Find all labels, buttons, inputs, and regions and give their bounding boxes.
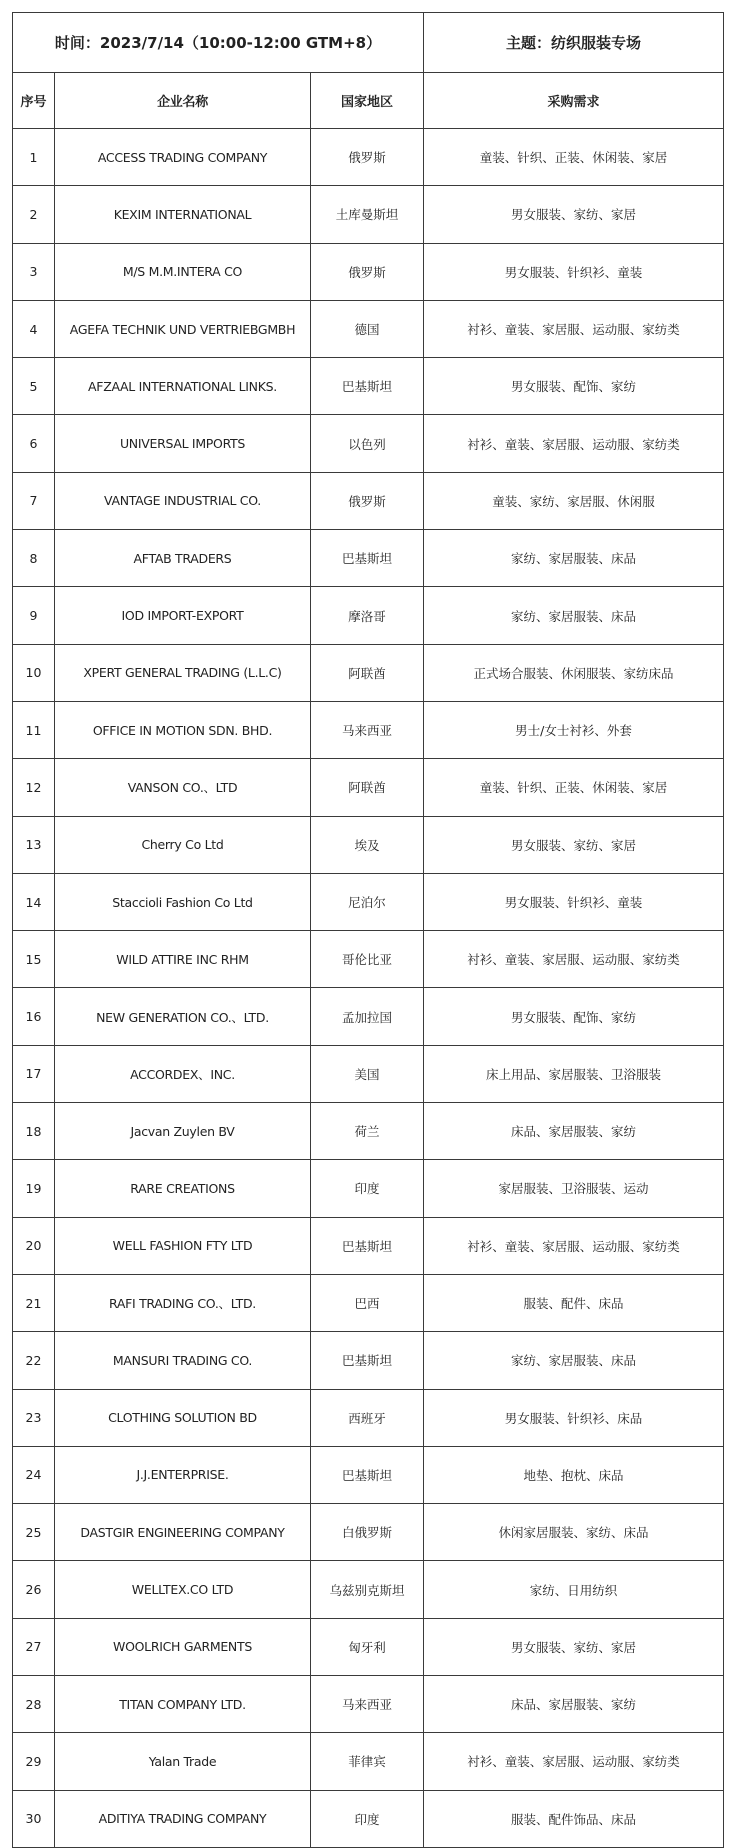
row-demand: 男女服装、家纺、家居 <box>424 816 724 873</box>
table-row <box>13 1618 724 1675</box>
row-demand: 衬衫、童装、家居服、运动服、家纺类 <box>424 1217 724 1274</box>
row-index: 22 <box>13 1332 55 1389</box>
row-index: 4 <box>13 300 55 357</box>
table-row <box>13 1389 724 1446</box>
row-index: 14 <box>13 873 55 930</box>
table-row <box>13 644 724 701</box>
row-company: XPERT GENERAL TRADING (L.L.C) <box>55 644 311 701</box>
row-demand: 服装、配件、床品 <box>424 1274 724 1331</box>
row-demand: 男女服装、家纺、家居 <box>424 1618 724 1675</box>
row-region: 尼泊尔 <box>311 873 424 930</box>
table-row <box>13 759 724 816</box>
table-row <box>13 1504 724 1561</box>
row-region: 哥伦比亚 <box>311 931 424 988</box>
row-demand: 男女服装、针织衫、童装 <box>424 243 724 300</box>
table-row <box>13 186 724 243</box>
session-theme: 主题：纺织服装专场 <box>424 13 724 73</box>
row-index: 21 <box>13 1274 55 1331</box>
row-company: VANSON CO.、LTD <box>55 759 311 816</box>
table-row <box>13 472 724 529</box>
row-company: Yalan Trade <box>55 1733 311 1790</box>
row-index: 5 <box>13 358 55 415</box>
row-index: 9 <box>13 587 55 644</box>
row-region: 印度 <box>311 1790 424 1847</box>
row-demand: 床品、家居服装、家纺 <box>424 1103 724 1160</box>
table-row <box>13 1733 724 1790</box>
row-index: 27 <box>13 1618 55 1675</box>
row-demand: 童装、针织、正装、休闲装、家居 <box>424 129 724 186</box>
row-demand: 衬衫、童装、家居服、运动服、家纺类 <box>424 931 724 988</box>
row-index: 1 <box>13 129 55 186</box>
table-row <box>13 300 724 357</box>
row-index: 10 <box>13 644 55 701</box>
row-demand: 床上用品、家居服装、卫浴服装 <box>424 1045 724 1102</box>
row-demand: 衬衫、童装、家居服、运动服、家纺类 <box>424 300 724 357</box>
table-row <box>13 587 724 644</box>
row-region: 匈牙利 <box>311 1618 424 1675</box>
row-index: 11 <box>13 701 55 758</box>
row-region: 巴基斯坦 <box>311 1446 424 1503</box>
table-row <box>13 816 724 873</box>
row-region: 巴基斯坦 <box>311 1217 424 1274</box>
row-region: 巴西 <box>311 1274 424 1331</box>
row-region: 俄罗斯 <box>311 129 424 186</box>
row-company: KEXIM INTERNATIONAL <box>55 186 311 243</box>
row-region: 阿联酋 <box>311 759 424 816</box>
table-row <box>13 243 724 300</box>
row-demand: 床品、家居服装、家纺 <box>424 1676 724 1733</box>
row-company: M/S M.M.INTERA CO <box>55 243 311 300</box>
row-demand: 家纺、家居服装、床品 <box>424 530 724 587</box>
column-header-company: 企业名称 <box>55 73 311 129</box>
row-index: 30 <box>13 1790 55 1847</box>
row-index: 18 <box>13 1103 55 1160</box>
table-row <box>13 358 724 415</box>
row-region: 印度 <box>311 1160 424 1217</box>
row-index: 13 <box>13 816 55 873</box>
row-demand: 家纺、家居服装、床品 <box>424 1332 724 1389</box>
row-company: ACCORDEX、INC. <box>55 1045 311 1102</box>
table-row <box>13 701 724 758</box>
table-row <box>13 1217 724 1274</box>
column-header-index: 序号 <box>13 73 55 129</box>
table-row <box>13 1160 724 1217</box>
row-demand: 家纺、日用纺织 <box>424 1561 724 1618</box>
row-company: CLOTHING SOLUTION BD <box>55 1389 311 1446</box>
row-index: 7 <box>13 472 55 529</box>
row-company: MANSURI TRADING CO. <box>55 1332 311 1389</box>
row-index: 16 <box>13 988 55 1045</box>
row-index: 3 <box>13 243 55 300</box>
row-demand: 正式场合服装、休闲服装、家纺床品 <box>424 644 724 701</box>
table-row <box>13 1332 724 1389</box>
row-index: 17 <box>13 1045 55 1102</box>
row-index: 12 <box>13 759 55 816</box>
row-region: 摩洛哥 <box>311 587 424 644</box>
row-region: 德国 <box>311 300 424 357</box>
table-row <box>13 1790 724 1847</box>
row-index: 6 <box>13 415 55 472</box>
row-region: 马来西亚 <box>311 701 424 758</box>
row-region: 阿联酋 <box>311 644 424 701</box>
row-company: Jacvan Zuylen BV <box>55 1103 311 1160</box>
row-index: 25 <box>13 1504 55 1561</box>
row-company: WELLTEX.CO LTD <box>55 1561 311 1618</box>
row-index: 26 <box>13 1561 55 1618</box>
row-demand: 男女服装、家纺、家居 <box>424 186 724 243</box>
table-row <box>13 1446 724 1503</box>
row-region: 巴基斯坦 <box>311 1332 424 1389</box>
row-region: 美国 <box>311 1045 424 1102</box>
row-company: ADITIYA TRADING COMPANY <box>55 1790 311 1847</box>
row-region: 俄罗斯 <box>311 243 424 300</box>
row-region: 乌兹别克斯坦 <box>311 1561 424 1618</box>
row-region: 巴基斯坦 <box>311 530 424 587</box>
table-row <box>13 931 724 988</box>
table-row <box>13 415 724 472</box>
title-row <box>13 13 724 73</box>
row-index: 15 <box>13 931 55 988</box>
row-region: 埃及 <box>311 816 424 873</box>
table-row <box>13 1676 724 1733</box>
column-header-demand: 采购需求 <box>424 73 724 129</box>
row-demand: 男女服装、针织衫、童装 <box>424 873 724 930</box>
row-index: 28 <box>13 1676 55 1733</box>
row-company: TITAN COMPANY LTD. <box>55 1676 311 1733</box>
row-company: WOOLRICH GARMENTS <box>55 1618 311 1675</box>
row-region: 土库曼斯坦 <box>311 186 424 243</box>
row-company: J.J.ENTERPRISE. <box>55 1446 311 1503</box>
row-demand: 童装、针织、正装、休闲装、家居 <box>424 759 724 816</box>
row-region: 俄罗斯 <box>311 472 424 529</box>
table-row <box>13 873 724 930</box>
row-demand: 地垫、抱枕、床品 <box>424 1446 724 1503</box>
row-region: 荷兰 <box>311 1103 424 1160</box>
row-demand: 家纺、家居服装、床品 <box>424 587 724 644</box>
row-demand: 服装、配件饰品、床品 <box>424 1790 724 1847</box>
session-time: 时间：2023/7/14（10:00-12:00 GTM+8） <box>13 13 424 73</box>
row-region: 孟加拉国 <box>311 988 424 1045</box>
row-company: VANTAGE INDUSTRIAL CO. <box>55 472 311 529</box>
row-demand: 男士/女士衬衫、外套 <box>424 701 724 758</box>
row-region: 西班牙 <box>311 1389 424 1446</box>
row-company: Cherry Co Ltd <box>55 816 311 873</box>
row-company: ACCESS TRADING COMPANY <box>55 129 311 186</box>
row-company: AFTAB TRADERS <box>55 530 311 587</box>
row-demand: 家居服装、卫浴服装、运动 <box>424 1160 724 1217</box>
row-index: 19 <box>13 1160 55 1217</box>
row-company: UNIVERSAL IMPORTS <box>55 415 311 472</box>
row-demand: 男女服装、配饰、家纺 <box>424 988 724 1045</box>
row-region: 马来西亚 <box>311 1676 424 1733</box>
table-row <box>13 530 724 587</box>
row-index: 2 <box>13 186 55 243</box>
row-index: 23 <box>13 1389 55 1446</box>
row-company: DASTGIR ENGINEERING COMPANY <box>55 1504 311 1561</box>
row-region: 以色列 <box>311 415 424 472</box>
row-demand: 休闲家居服装、家纺、床品 <box>424 1504 724 1561</box>
row-demand: 男女服装、针织衫、床品 <box>424 1389 724 1446</box>
table-row <box>13 129 724 186</box>
row-demand: 童装、家纺、家居服、休闲服 <box>424 472 724 529</box>
row-index: 20 <box>13 1217 55 1274</box>
row-index: 24 <box>13 1446 55 1503</box>
row-index: 8 <box>13 530 55 587</box>
table-row <box>13 1045 724 1102</box>
column-header-row <box>13 73 724 129</box>
row-company: WELL FASHION FTY LTD <box>55 1217 311 1274</box>
table-row <box>13 1103 724 1160</box>
row-demand: 男女服装、配饰、家纺 <box>424 358 724 415</box>
table-row <box>13 1561 724 1618</box>
row-region: 巴基斯坦 <box>311 358 424 415</box>
row-company: OFFICE IN MOTION SDN. BHD. <box>55 701 311 758</box>
row-region: 白俄罗斯 <box>311 1504 424 1561</box>
table-row <box>13 1274 724 1331</box>
row-company: Staccioli Fashion Co Ltd <box>55 873 311 930</box>
row-company: IOD IMPORT-EXPORT <box>55 587 311 644</box>
row-region: 菲律宾 <box>311 1733 424 1790</box>
row-company: RARE CREATIONS <box>55 1160 311 1217</box>
row-company: AFZAAL INTERNATIONAL LINKS. <box>55 358 311 415</box>
row-company: RAFI TRADING CO.、LTD. <box>55 1274 311 1331</box>
row-demand: 衬衫、童装、家居服、运动服、家纺类 <box>424 1733 724 1790</box>
row-demand: 衬衫、童装、家居服、运动服、家纺类 <box>424 415 724 472</box>
row-company: WILD ATTIRE INC RHM <box>55 931 311 988</box>
row-company: AGEFA TECHNIK UND VERTRIEBGMBH <box>55 300 311 357</box>
row-company: NEW GENERATION CO.、LTD. <box>55 988 311 1045</box>
table-row <box>13 988 724 1045</box>
buyer-schedule-table <box>12 12 724 1848</box>
column-header-region: 国家地区 <box>311 73 424 129</box>
row-index: 29 <box>13 1733 55 1790</box>
